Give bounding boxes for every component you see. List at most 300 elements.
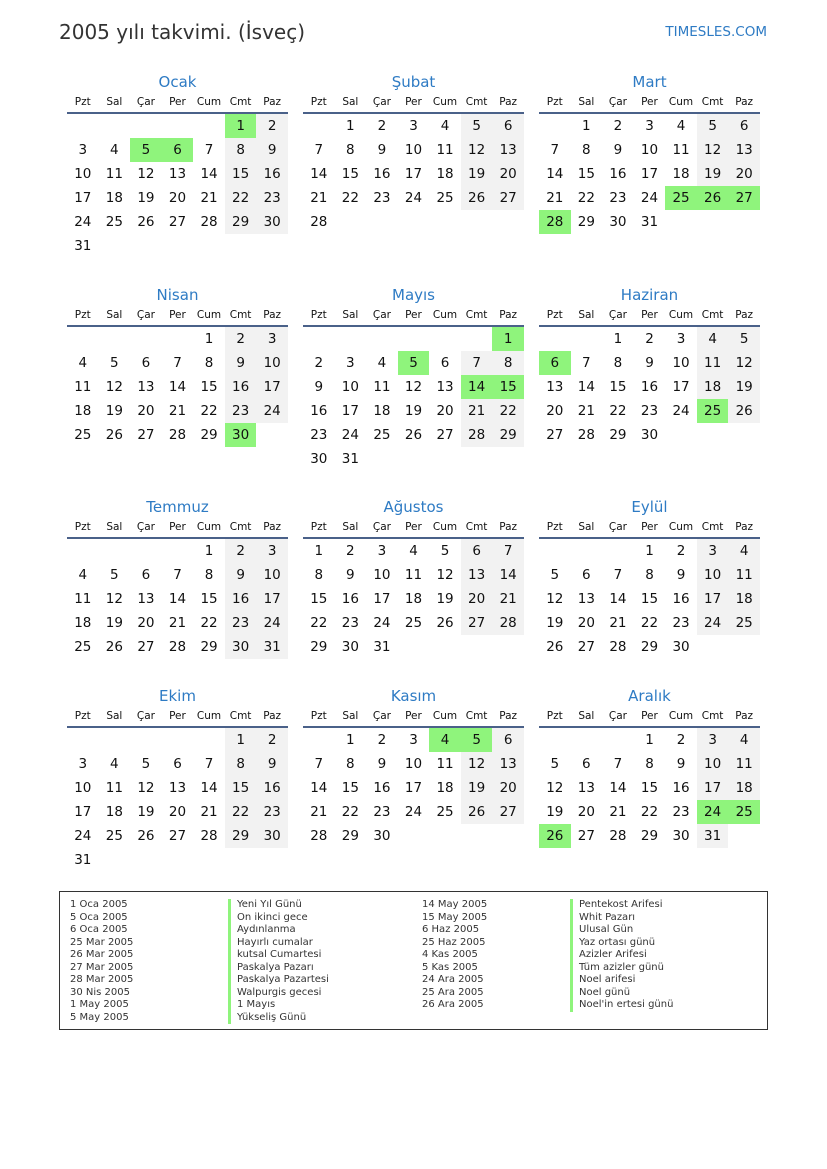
day-cell[interactable]: 11 (105, 166, 123, 182)
day-cell[interactable]: 29 (492, 423, 524, 447)
day-cell[interactable]: 30 (341, 639, 359, 655)
day-cell[interactable]: 5 (110, 567, 119, 583)
day-cell[interactable]: 9 (613, 142, 623, 158)
day-cell[interactable]: 12 (436, 567, 454, 583)
day-cell[interactable]: 11 (436, 756, 454, 772)
day-cell[interactable]: 10 (640, 142, 659, 158)
day-cell[interactable]: 25 (404, 615, 423, 631)
day-cell[interactable]: 1 (492, 327, 524, 351)
day-cell[interactable]: 6 (173, 756, 182, 772)
day-cell[interactable]: 21 (492, 587, 524, 611)
day-cell[interactable]: 30 (256, 210, 288, 234)
day-cell[interactable]: 4 (110, 756, 119, 772)
day-cell[interactable]: 6 (162, 138, 194, 162)
day-cell[interactable]: 5 (141, 756, 151, 772)
day-cell[interactable]: 10 (697, 752, 729, 776)
day-cell[interactable]: 18 (404, 591, 423, 607)
day-cell[interactable]: 17 (341, 403, 359, 419)
day-cell[interactable]: 4 (78, 355, 88, 371)
day-cell[interactable]: 5 (110, 355, 119, 371)
day-cell[interactable]: 8 (225, 752, 257, 776)
day-cell[interactable]: 18 (728, 587, 760, 611)
day-cell[interactable]: 18 (105, 190, 123, 206)
day-cell[interactable]: 12 (546, 780, 564, 796)
day-cell[interactable]: 5 (461, 728, 493, 752)
day-cell[interactable]: 27 (577, 828, 595, 844)
day-cell[interactable]: 1 (314, 543, 324, 559)
day-cell[interactable]: 16 (672, 591, 690, 607)
day-cell[interactable]: 5 (130, 138, 162, 162)
day-cell[interactable]: 16 (609, 166, 627, 182)
day-cell[interactable]: 10 (341, 379, 359, 395)
day-cell[interactable]: 8 (204, 355, 214, 371)
day-cell[interactable]: 12 (105, 591, 123, 607)
day-cell[interactable]: 29 (341, 828, 359, 844)
day-cell[interactable]: 24 (672, 403, 690, 419)
day-cell[interactable]: 16 (672, 780, 690, 796)
day-cell[interactable]: 11 (728, 563, 760, 587)
day-cell[interactable]: 29 (577, 214, 595, 230)
day-cell[interactable]: 9 (377, 756, 387, 772)
day-cell[interactable]: 29 (200, 639, 218, 655)
day-cell[interactable]: 16 (256, 776, 288, 800)
day-cell[interactable]: 21 (546, 190, 564, 206)
day-cell[interactable]: 20 (728, 162, 760, 186)
day-cell[interactable]: 15 (640, 780, 659, 796)
day-cell[interactable]: 12 (546, 591, 564, 607)
day-cell[interactable]: 13 (492, 752, 524, 776)
day-cell[interactable]: 16 (373, 780, 391, 796)
day-cell[interactable]: 22 (341, 804, 359, 820)
day-cell[interactable]: 26 (697, 186, 729, 210)
day-cell[interactable]: 22 (640, 804, 659, 820)
day-cell[interactable]: 20 (137, 615, 155, 631)
day-cell[interactable]: 12 (461, 752, 493, 776)
day-cell[interactable]: 4 (728, 728, 760, 752)
day-cell[interactable]: 25 (728, 800, 760, 824)
day-cell[interactable]: 3 (256, 327, 288, 351)
day-cell[interactable]: 4 (377, 355, 387, 371)
day-cell[interactable]: 3 (409, 732, 418, 748)
day-cell[interactable]: 20 (168, 190, 187, 206)
day-cell[interactable]: 26 (137, 828, 155, 844)
day-cell[interactable]: 4 (429, 728, 461, 752)
day-cell[interactable]: 14 (168, 591, 187, 607)
day-cell[interactable]: 19 (137, 190, 155, 206)
day-cell[interactable]: 8 (613, 355, 623, 371)
day-cell[interactable]: 23 (256, 186, 288, 210)
day-cell[interactable]: 26 (461, 186, 493, 210)
day-cell[interactable]: 6 (461, 539, 493, 563)
day-cell[interactable]: 28 (168, 639, 187, 655)
day-cell[interactable]: 16 (225, 587, 257, 611)
day-cell[interactable]: 26 (539, 824, 571, 848)
day-cell[interactable]: 27 (436, 427, 454, 443)
day-cell[interactable]: 5 (728, 327, 760, 351)
day-cell[interactable]: 28 (609, 639, 627, 655)
day-cell[interactable]: 21 (168, 615, 187, 631)
day-cell[interactable]: 1 (225, 114, 257, 138)
day-cell[interactable]: 10 (373, 567, 391, 583)
day-cell[interactable]: 27 (492, 800, 524, 824)
day-cell[interactable]: 29 (640, 828, 659, 844)
day-cell[interactable]: 20 (546, 403, 564, 419)
day-cell[interactable]: 12 (461, 138, 493, 162)
day-cell[interactable]: 29 (609, 427, 627, 443)
day-cell[interactable]: 6 (582, 567, 591, 583)
day-cell[interactable]: 26 (546, 639, 564, 655)
day-cell[interactable]: 2 (314, 355, 324, 371)
day-cell[interactable]: 2 (645, 331, 654, 347)
day-cell[interactable]: 18 (672, 166, 690, 182)
day-cell[interactable]: 11 (728, 752, 760, 776)
day-cell[interactable]: 9 (377, 142, 387, 158)
day-cell[interactable]: 23 (609, 190, 627, 206)
day-cell[interactable]: 1 (346, 732, 355, 748)
day-cell[interactable]: 13 (577, 780, 595, 796)
day-cell[interactable]: 14 (609, 591, 627, 607)
day-cell[interactable]: 9 (225, 351, 257, 375)
day-cell[interactable]: 22 (341, 190, 359, 206)
day-cell[interactable]: 23 (256, 800, 288, 824)
day-cell[interactable]: 13 (168, 166, 187, 182)
day-cell[interactable]: 14 (461, 375, 493, 399)
day-cell[interactable]: 26 (105, 427, 123, 443)
day-cell[interactable]: 19 (137, 804, 155, 820)
day-cell[interactable]: 31 (640, 214, 659, 230)
day-cell[interactable]: 3 (697, 728, 729, 752)
day-cell[interactable]: 20 (492, 776, 524, 800)
day-cell[interactable]: 21 (609, 804, 627, 820)
day-cell[interactable]: 16 (225, 375, 257, 399)
day-cell[interactable]: 7 (314, 142, 324, 158)
day-cell[interactable]: 17 (404, 166, 423, 182)
day-cell[interactable]: 12 (137, 780, 155, 796)
day-cell[interactable]: 8 (204, 567, 214, 583)
day-cell[interactable]: 24 (256, 611, 288, 635)
day-cell[interactable]: 5 (697, 114, 729, 138)
day-cell[interactable]: 19 (105, 403, 123, 419)
day-cell[interactable]: 9 (676, 567, 686, 583)
day-cell[interactable]: 29 (225, 824, 257, 848)
day-cell[interactable]: 17 (672, 379, 690, 395)
day-cell[interactable]: 18 (373, 403, 391, 419)
day-cell[interactable]: 2 (256, 114, 288, 138)
day-cell[interactable]: 9 (645, 355, 654, 371)
day-cell[interactable]: 14 (200, 166, 218, 182)
day-cell[interactable]: 11 (404, 567, 423, 583)
day-cell[interactable]: 15 (341, 780, 359, 796)
day-cell[interactable]: 6 (440, 355, 450, 371)
day-cell[interactable]: 23 (341, 615, 359, 631)
day-cell[interactable]: 17 (697, 587, 729, 611)
day-cell[interactable]: 8 (225, 138, 257, 162)
day-cell[interactable]: 14 (310, 780, 328, 796)
day-cell[interactable]: 30 (672, 828, 690, 844)
day-cell[interactable]: 8 (582, 142, 591, 158)
day-cell[interactable]: 13 (436, 379, 454, 395)
day-cell[interactable]: 30 (225, 635, 257, 659)
day-cell[interactable]: 28 (200, 214, 218, 230)
day-cell[interactable]: 5 (461, 114, 493, 138)
day-cell[interactable]: 6 (582, 756, 591, 772)
day-cell[interactable]: 3 (697, 539, 729, 563)
day-cell[interactable]: 7 (492, 539, 524, 563)
day-cell[interactable]: 19 (546, 615, 564, 631)
day-cell[interactable]: 10 (256, 563, 288, 587)
day-cell[interactable]: 23 (672, 804, 690, 820)
day-cell[interactable]: 9 (256, 752, 288, 776)
day-cell[interactable]: 1 (225, 728, 257, 752)
day-cell[interactable]: 8 (645, 567, 654, 583)
day-cell[interactable]: 13 (546, 379, 564, 395)
day-cell[interactable]: 10 (74, 166, 92, 182)
day-cell[interactable]: 28 (310, 214, 328, 230)
day-cell[interactable]: 24 (404, 190, 423, 206)
day-cell[interactable]: 24 (74, 828, 92, 844)
day-cell[interactable]: 26 (436, 615, 454, 631)
day-cell[interactable]: 17 (640, 166, 659, 182)
day-cell[interactable]: 15 (225, 162, 257, 186)
day-cell[interactable]: 25 (105, 214, 123, 230)
day-cell[interactable]: 7 (314, 756, 324, 772)
day-cell[interactable]: 7 (613, 567, 623, 583)
day-cell[interactable]: 21 (310, 190, 328, 206)
day-cell[interactable]: 9 (676, 756, 686, 772)
day-cell[interactable]: 22 (200, 403, 218, 419)
day-cell[interactable]: 17 (697, 776, 729, 800)
day-cell[interactable]: 23 (640, 403, 659, 419)
day-cell[interactable]: 8 (314, 567, 324, 583)
day-cell[interactable]: 4 (110, 142, 119, 158)
day-cell[interactable]: 30 (256, 824, 288, 848)
day-cell[interactable]: 19 (546, 804, 564, 820)
day-cell[interactable]: 5 (440, 543, 450, 559)
day-cell[interactable]: 24 (373, 615, 391, 631)
day-cell[interactable]: 2 (377, 732, 387, 748)
day-cell[interactable]: 31 (256, 635, 288, 659)
day-cell[interactable]: 14 (609, 780, 627, 796)
day-cell[interactable]: 17 (74, 804, 92, 820)
day-cell[interactable]: 19 (404, 403, 423, 419)
day-cell[interactable]: 23 (310, 427, 328, 443)
day-cell[interactable]: 14 (200, 780, 218, 796)
day-cell[interactable]: 22 (225, 186, 257, 210)
day-cell[interactable]: 30 (640, 427, 659, 443)
day-cell[interactable]: 11 (672, 142, 690, 158)
day-cell[interactable]: 15 (310, 591, 328, 607)
day-cell[interactable]: 28 (539, 210, 571, 234)
day-cell[interactable]: 4 (409, 543, 418, 559)
day-cell[interactable]: 19 (436, 591, 454, 607)
day-cell[interactable]: 5 (550, 567, 560, 583)
day-cell[interactable]: 30 (609, 214, 627, 230)
day-cell[interactable]: 6 (492, 728, 524, 752)
day-cell[interactable]: 6 (539, 351, 571, 375)
day-cell[interactable]: 2 (613, 118, 623, 134)
day-cell[interactable]: 15 (225, 776, 257, 800)
day-cell[interactable]: 23 (373, 804, 391, 820)
day-cell[interactable]: 20 (577, 804, 595, 820)
day-cell[interactable]: 27 (137, 427, 155, 443)
day-cell[interactable]: 31 (373, 639, 391, 655)
day-cell[interactable]: 3 (409, 118, 418, 134)
day-cell[interactable]: 15 (577, 166, 595, 182)
day-cell[interactable]: 20 (492, 162, 524, 186)
day-cell[interactable]: 26 (728, 399, 760, 423)
day-cell[interactable]: 9 (225, 563, 257, 587)
day-cell[interactable]: 13 (577, 591, 595, 607)
day-cell[interactable]: 6 (492, 114, 524, 138)
day-cell[interactable]: 7 (204, 142, 214, 158)
day-cell[interactable]: 12 (697, 138, 729, 162)
day-cell[interactable]: 27 (577, 639, 595, 655)
day-cell[interactable]: 28 (609, 828, 627, 844)
day-cell[interactable]: 28 (310, 828, 328, 844)
day-cell[interactable]: 19 (697, 162, 729, 186)
day-cell[interactable]: 4 (728, 539, 760, 563)
day-cell[interactable]: 18 (74, 615, 92, 631)
day-cell[interactable]: 26 (461, 800, 493, 824)
day-cell[interactable]: 18 (436, 780, 454, 796)
day-cell[interactable]: 30 (373, 828, 391, 844)
day-cell[interactable]: 29 (225, 210, 257, 234)
day-cell[interactable]: 2 (225, 539, 257, 563)
day-cell[interactable]: 17 (404, 780, 423, 796)
day-cell[interactable]: 27 (728, 186, 760, 210)
day-cell[interactable]: 12 (728, 351, 760, 375)
day-cell[interactable]: 21 (168, 403, 187, 419)
day-cell[interactable]: 10 (256, 351, 288, 375)
day-cell[interactable]: 22 (577, 190, 595, 206)
day-cell[interactable]: 12 (137, 166, 155, 182)
day-cell[interactable]: 6 (728, 114, 760, 138)
day-cell[interactable]: 12 (404, 379, 423, 395)
day-cell[interactable]: 22 (640, 615, 659, 631)
day-cell[interactable]: 17 (74, 190, 92, 206)
day-cell[interactable]: 3 (676, 331, 686, 347)
day-cell[interactable]: 2 (225, 327, 257, 351)
day-cell[interactable]: 2 (256, 728, 288, 752)
day-cell[interactable]: 24 (697, 800, 729, 824)
day-cell[interactable]: 7 (461, 351, 493, 375)
day-cell[interactable]: 29 (640, 639, 659, 655)
day-cell[interactable]: 4 (697, 327, 729, 351)
day-cell[interactable]: 9 (314, 379, 324, 395)
day-cell[interactable]: 26 (137, 214, 155, 230)
day-cell[interactable]: 14 (310, 166, 328, 182)
day-cell[interactable]: 11 (105, 780, 123, 796)
day-cell[interactable]: 15 (200, 591, 218, 607)
day-cell[interactable]: 22 (225, 800, 257, 824)
day-cell[interactable]: 21 (461, 399, 493, 423)
day-cell[interactable]: 7 (173, 355, 182, 371)
day-cell[interactable]: 28 (168, 427, 187, 443)
day-cell[interactable]: 5 (550, 756, 560, 772)
day-cell[interactable]: 1 (346, 118, 355, 134)
day-cell[interactable]: 22 (310, 615, 328, 631)
day-cell[interactable]: 2 (676, 543, 686, 559)
day-cell[interactable]: 15 (341, 166, 359, 182)
day-cell[interactable]: 9 (346, 567, 355, 583)
day-cell[interactable]: 17 (256, 587, 288, 611)
day-cell[interactable]: 28 (461, 423, 493, 447)
day-cell[interactable]: 11 (697, 351, 729, 375)
day-cell[interactable]: 14 (168, 379, 187, 395)
day-cell[interactable]: 21 (609, 615, 627, 631)
day-cell[interactable]: 25 (728, 611, 760, 635)
day-cell[interactable]: 16 (640, 379, 659, 395)
day-cell[interactable]: 15 (200, 379, 218, 395)
day-cell[interactable]: 3 (78, 142, 88, 158)
day-cell[interactable]: 29 (200, 427, 218, 443)
day-cell[interactable]: 21 (310, 804, 328, 820)
day-cell[interactable]: 16 (373, 166, 391, 182)
day-cell[interactable]: 8 (346, 142, 355, 158)
day-cell[interactable]: 6 (141, 355, 151, 371)
day-cell[interactable]: 15 (492, 375, 524, 399)
day-cell[interactable]: 24 (341, 427, 359, 443)
day-cell[interactable]: 24 (74, 214, 92, 230)
day-cell[interactable]: 15 (609, 379, 627, 395)
day-cell[interactable]: 19 (461, 776, 493, 800)
day-cell[interactable]: 13 (168, 780, 187, 796)
day-cell[interactable]: 7 (613, 756, 623, 772)
day-cell[interactable]: 10 (697, 563, 729, 587)
day-cell[interactable]: 21 (200, 804, 218, 820)
day-cell[interactable]: 27 (546, 427, 564, 443)
day-cell[interactable]: 11 (373, 379, 391, 395)
day-cell[interactable]: 1 (582, 118, 591, 134)
day-cell[interactable]: 25 (436, 804, 454, 820)
day-cell[interactable]: 23 (373, 190, 391, 206)
day-cell[interactable]: 27 (168, 828, 187, 844)
day-cell[interactable]: 8 (346, 756, 355, 772)
day-cell[interactable]: 10 (672, 355, 690, 371)
day-cell[interactable]: 25 (74, 639, 92, 655)
day-cell[interactable]: 11 (74, 591, 92, 607)
day-cell[interactable]: 20 (577, 615, 595, 631)
day-cell[interactable]: 23 (225, 399, 257, 423)
day-cell[interactable]: 25 (697, 399, 729, 423)
day-cell[interactable]: 8 (645, 756, 654, 772)
day-cell[interactable]: 19 (728, 375, 760, 399)
day-cell[interactable]: 1 (645, 543, 654, 559)
day-cell[interactable]: 13 (137, 591, 155, 607)
day-cell[interactable]: 24 (256, 399, 288, 423)
day-cell[interactable]: 26 (105, 639, 123, 655)
day-cell[interactable]: 7 (550, 142, 560, 158)
day-cell[interactable]: 31 (697, 824, 729, 848)
day-cell[interactable]: 3 (78, 756, 88, 772)
day-cell[interactable]: 25 (105, 828, 123, 844)
day-cell[interactable]: 23 (672, 615, 690, 631)
day-cell[interactable]: 17 (373, 591, 391, 607)
day-cell[interactable]: 8 (492, 351, 524, 375)
day-cell[interactable]: 9 (256, 138, 288, 162)
day-cell[interactable]: 30 (672, 639, 690, 655)
day-cell[interactable]: 28 (492, 611, 524, 635)
day-cell[interactable]: 25 (436, 190, 454, 206)
day-cell[interactable]: 10 (404, 756, 423, 772)
day-cell[interactable]: 3 (346, 355, 355, 371)
day-cell[interactable]: 11 (74, 379, 92, 395)
day-cell[interactable]: 22 (609, 403, 627, 419)
day-cell[interactable]: 2 (377, 118, 387, 134)
day-cell[interactable]: 2 (346, 543, 355, 559)
day-cell[interactable]: 13 (492, 138, 524, 162)
day-cell[interactable]: 1 (645, 732, 654, 748)
